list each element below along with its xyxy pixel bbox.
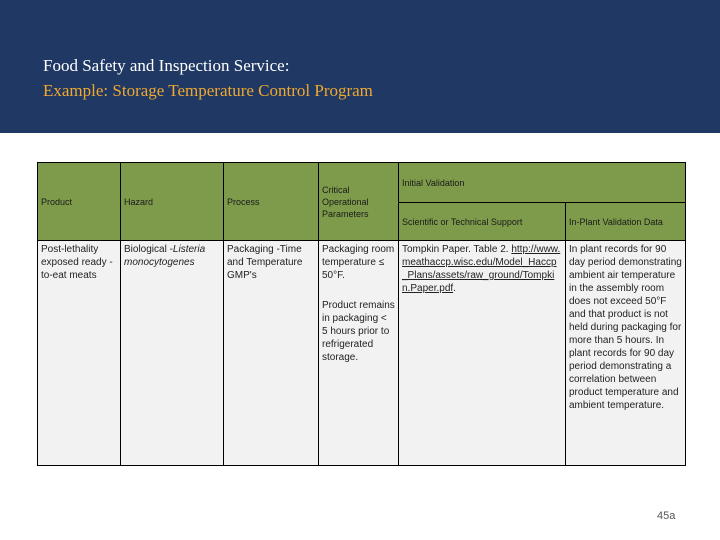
hazard-type: Biological -	[124, 244, 173, 255]
header-process: Process	[224, 163, 319, 241]
header-initial-validation: Initial Validation	[399, 163, 686, 203]
validation-table	[37, 162, 686, 466]
cell-scientific-support: Tompkin Paper. Table 2. http://www.meathaccp.wisc.edu/Model_Haccp_Plans/assets/raw_ground/Tompkin.Paper.pdf.	[399, 241, 566, 466]
slide-subtitle: Example: Storage Temperature Control Program	[43, 81, 373, 100]
header-critical-parameters: Critical Operational Parameters	[319, 163, 399, 241]
tompkin-paper-link[interactable]: http://www.meathaccp.wisc.edu/Model_Haccp_Plans/assets/raw_ground/Tompkin.Paper.pdf	[402, 244, 561, 294]
support-reference: Tompkin Paper. Table 2.	[402, 244, 509, 255]
table-row	[38, 241, 686, 466]
header-product: Product	[38, 163, 121, 241]
page-number: 45a	[657, 510, 676, 522]
cell-product: Post-lethality exposed ready -to-eat meats	[38, 241, 121, 466]
critical-limit-temperature: Packaging room temperature ≤ 50°F.	[322, 244, 395, 281]
cell-inplant-data: In plant records for 90 day period demonstrating ambient air temperature in the assembly room does not exceed 50°F and that product is not held during packaging for more than 5 hours. In plant records for 90 day period demonstrating a correlation between product temperature and ambient temperature.	[566, 241, 686, 466]
cell-process: Packaging -Time and Temperature GMP's	[224, 241, 319, 466]
header-inplant-data: In-Plant Validation Data	[566, 203, 686, 241]
table-header-row	[38, 163, 686, 203]
title-banner	[0, 0, 720, 133]
cell-hazard	[121, 241, 224, 466]
header-scientific-support: Scientific or Technical Support	[399, 203, 566, 241]
hazard-organism: Listeria monocytogenes	[124, 244, 206, 268]
slide-title: Food Safety and Inspection Service:	[43, 56, 290, 75]
header-hazard: Hazard	[121, 163, 224, 241]
cell-critical-parameters	[319, 241, 399, 466]
critical-limit-time: Product remains in packaging < 5 hours prior to refrigerated storage.	[322, 300, 395, 363]
